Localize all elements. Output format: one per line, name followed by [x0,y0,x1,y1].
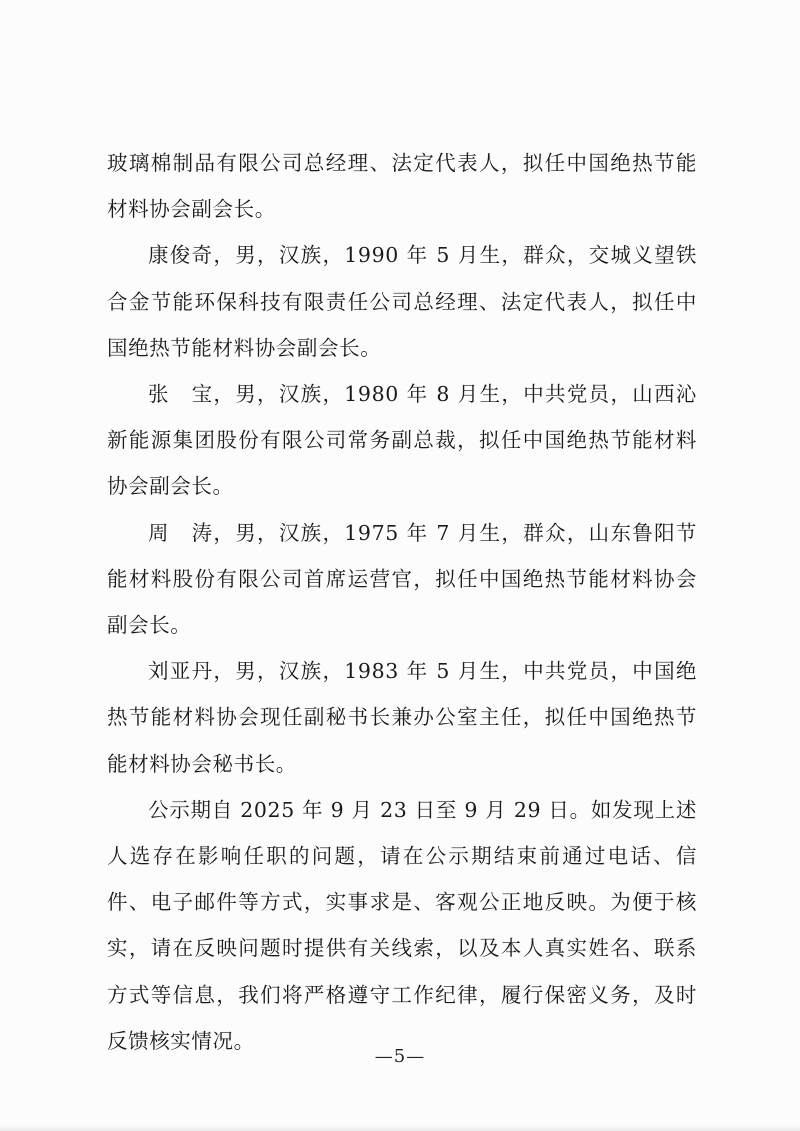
paragraph-kang-junqi: 康俊奇，男，汉族，1990 年 5 月生，群众，交城义望铁合金节能环保科技有限责任公司总经理、法定代表人，拟任中国绝热节能材料协会副会长。 [107,243,697,360]
page-number: —5— [374,1046,426,1067]
paragraph-zhang-bao: 张 宝，男，汉族，1980 年 8 月生，中共党员，山西沁新能源集团股份有限公司常务副总裁，拟任中国绝热节能材料协会副会长。 [107,382,697,499]
paragraph-continuation: 玻璃棉制品有限公司总经理、法定代表人，拟任中国绝热节能材料协会副会长。 [107,151,697,222]
scan-edge [0,1125,800,1131]
paragraph-zhou-tao: 周 涛，男，汉族，1975 年 7 月生，群众，山东鲁阳节能材料股份有限公司首席运营官，拟任中国绝热节能材料协会副会长。 [107,520,697,638]
paragraph-liu-yadan: 刘亚丹，男，汉族，1983 年 5 月生，中共党员，中国绝热节能材料协会现任副秘书长兼办公室主任，拟任中国绝热节能材料协会秘书长。 [107,659,697,776]
document-body [107,140,697,1064]
paragraph-notice-period: 公示期自 2025 年 9 月 23 日至 9 月 29 日。如发现上述人选存在影响任职的问题，请在公示期结束前通过电话、信件、电子邮件等方式，实事求是、客观公正地反映。为便于核实，请在反映问题时提供有关线索，以及本人真实姓名、联系方式等信息，我们将严格遵守工作纪律，履行保密义务，及时反馈核实情况。 [107,797,697,1053]
